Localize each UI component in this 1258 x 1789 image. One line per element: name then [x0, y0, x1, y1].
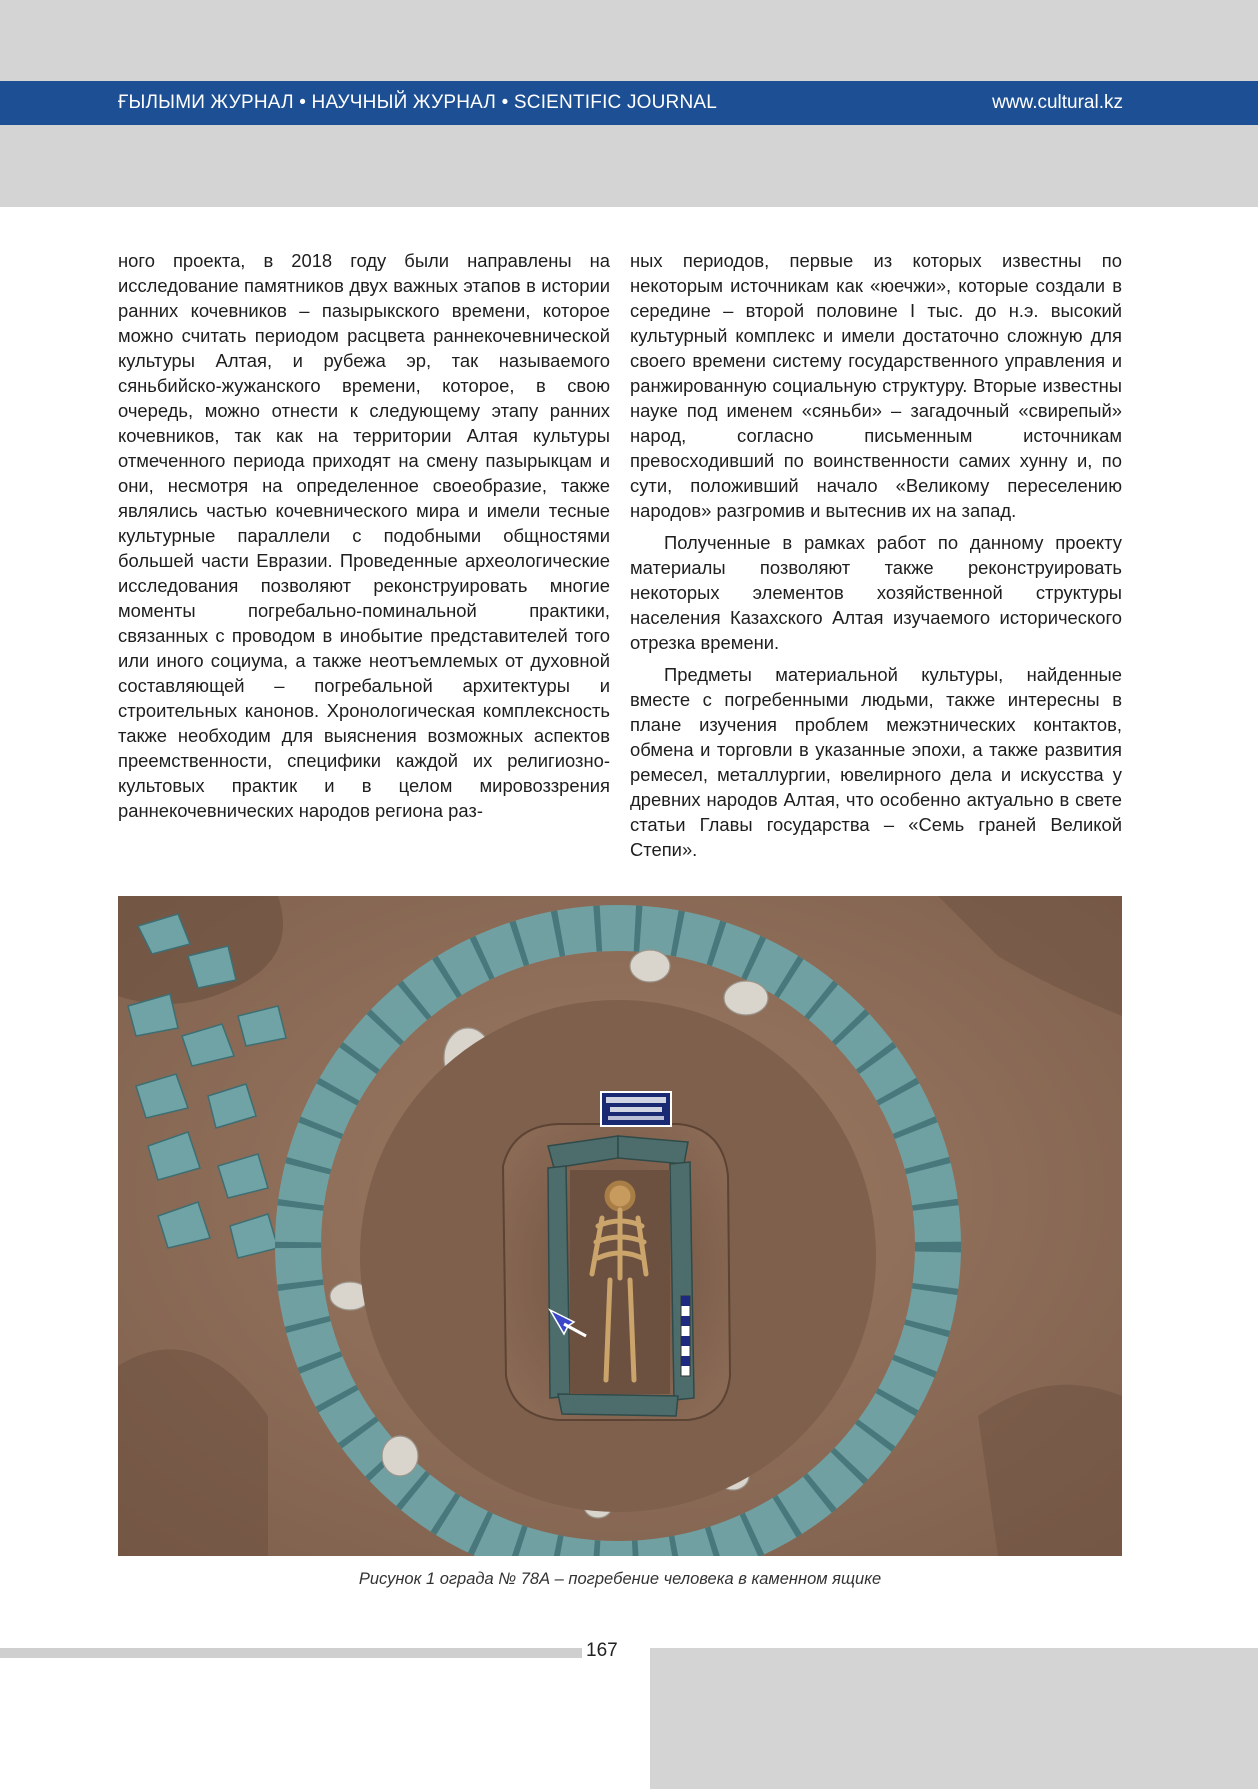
paragraph: ных периодов, первые из которых известны по некоторым источникам как «юечжи», которые создали в середине – второй половине I тыс. до н.э. высокий культурный комплекс и имели достаточно сложную для своего времени систему государственного управления и ранжированную социальную структуру. Вторые известны науке под именем «сяньби» – загадочный «свирепый» народ, согласно письменным источникам превосходивший по воинственности самих хунну и, по сути, положивший начало «Великому переселению народов» разгромив и вытеснив их на запад.	[630, 250, 1122, 521]
figure-caption: Рисунок 1 ограда № 78А – погребение человека в каменном ящике	[358, 1570, 882, 1588]
paragraph: ного проекта, в 2018 году были направлены на исследование памятников двух важных этапов в истории ранних кочевников – пазырыкского времени, которое можно считать периодом расцвета раннекочевнической культуры Алтая, и рубежа эр, так называемого сяньбийско-жужанского времени, которое, в свою очередь, можно отнести к следующему этапу ранних кочевников, так как на территории Алтая культуры отмеченного периода приходят на смену пазырыкцам и они, несмотря на определенное своеобразие, также являлись частью кочевнического мира и имели тесные культурные параллели с подобными общностями большей части Евразии. Проведенные археологические исследования позволяют реконструировать многие моменты погребально-поминальной практики, связанных с проводом в инобытие представителей того или иного социума, а также неотъемлемых от духовной составляющей – погребальной архитектуры и строительных канонов. Хронологическая комплексность также необходим для выяснения возможных аспектов преемственности, специфики каждой их религиозно-культовых практик и в целом мировоззрения раннекочевнических народов региона раз-	[118, 250, 610, 821]
paragraph: Предметы материальной культуры, найденные вместе с погребенными людьми, также интересны в плане изучения проблем межэтнических контактов, обмена и торговли в указанные эпохи, а также развития ремесел, металлургии, ювелирного дела и искусства у древних народов Алтая, что особенно актуально в свете статьи Главы государства – «Семь граней Великой Степи».	[630, 664, 1122, 860]
article-left-column	[118, 248, 610, 823]
journal-title: ҒЫЛЫМИ ЖУРНАЛ • НАУЧНЫЙ ЖУРНАЛ • SCIENTIFIC JOURNAL	[118, 92, 718, 113]
site-label-board	[601, 1092, 671, 1126]
scale-bar	[681, 1296, 690, 1376]
article-right-column	[630, 248, 1122, 862]
journal-header-band	[0, 81, 1258, 125]
footer-line	[0, 1648, 582, 1658]
excavation-photo	[118, 896, 1122, 1556]
page-number: 167	[586, 1640, 618, 1661]
footer-gray-block	[650, 1648, 1258, 1789]
paragraph: Полученные в рамках работ по данному проекту материалы позволяют также реконструировать некоторых элементов хозяйственной структуры населения Казахского Алтая изучаемого исторического отрезка времени.	[630, 532, 1122, 653]
website-link[interactable]: www.cultural.kz	[992, 92, 1123, 113]
